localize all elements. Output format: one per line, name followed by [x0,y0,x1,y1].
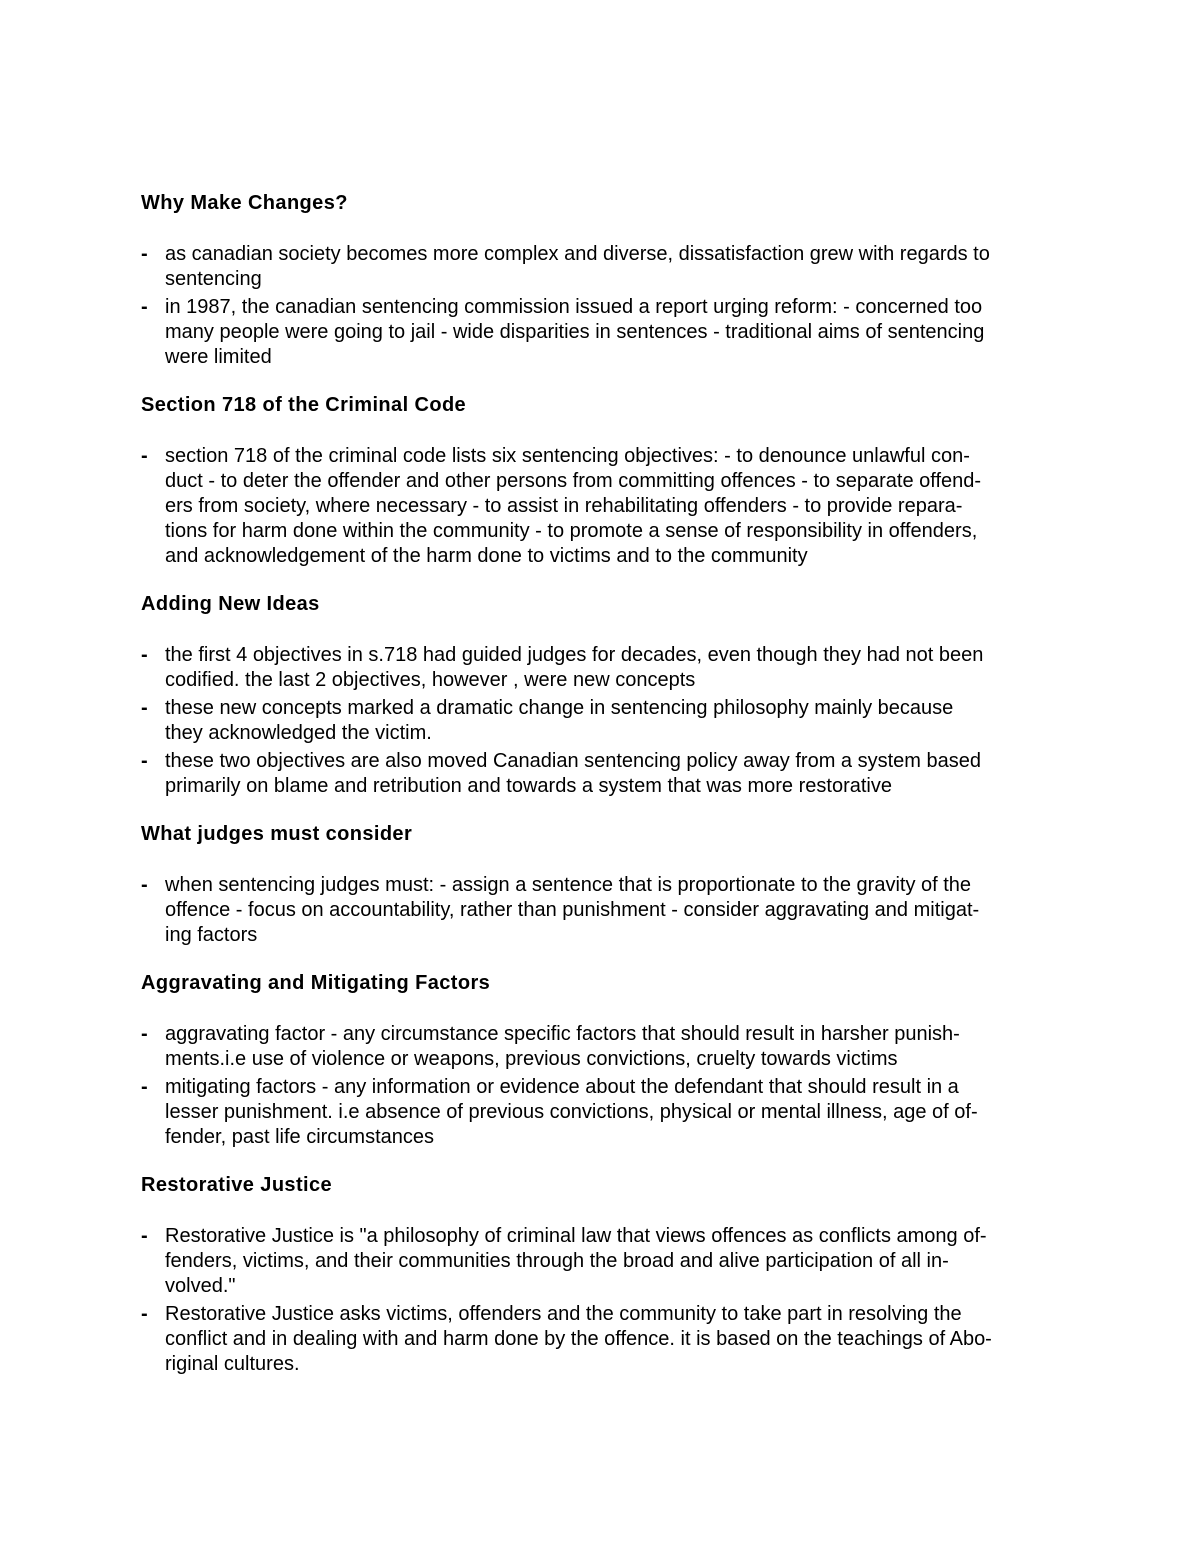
dash-bullet-icon: - [141,874,148,896]
list-item [141,242,1061,292]
document-page [141,191,1061,1400]
bullet-line: these new concepts marked a dramatic change in sentencing philosophy mainly because [165,697,954,719]
bullet-line: fenders, victims, and their communities through the broad and alive participation of all in- [165,1250,949,1272]
bullet-line: codified. the last 2 objectives, however , were new concepts [165,669,696,691]
list-item [141,749,1061,799]
dash-bullet-icon: - [141,1225,148,1247]
section-adding-new-ideas [141,592,1061,799]
section-restorative-justice [141,1173,1061,1377]
list-item [141,1022,1061,1072]
bullet-list [141,1022,1061,1150]
bullet-line: primarily on blame and retribution and towards a system that was more restorative [165,775,892,797]
bullet-line: tions for harm done within the community - to promote a sense of responsibility in offenders, [165,520,978,542]
section-heading: Restorative Justice [141,1174,333,1196]
dash-bullet-icon: - [141,697,148,719]
bullet-list [141,643,1061,799]
list-item [141,1302,1061,1377]
dash-bullet-icon: - [141,750,148,772]
bullet-line: as canadian society becomes more complex and diverse, dissatisfaction grew with regards to [165,243,990,265]
bullet-line: duct - to deter the offender and other persons from committing offences - to separate offend- [165,470,982,492]
bullet-line: in 1987, the canadian sentencing commission issued a report urging reform: - concerned too [165,296,983,318]
dash-bullet-icon: - [141,445,148,467]
bullet-line: aggravating factor - any circumstance specific factors that should result in harsher punish- [165,1023,960,1045]
section-heading: Aggravating and Mitigating Factors [141,972,491,994]
bullet-line: ing factors [165,924,258,946]
bullet-line: when sentencing judges must: - assign a sentence that is proportionate to the gravity of the [165,874,972,896]
bullet-list [141,242,1061,370]
bullet-line: many people were going to jail - wide disparities in sentences - traditional aims of sentencing [165,321,985,343]
bullet-line: sentencing [165,268,262,290]
bullet-line: lesser punishment. i.e absence of previous convictions, physical or mental illness, age of of- [165,1101,978,1123]
bullet-list [141,1224,1061,1377]
bullet-line: section 718 of the criminal code lists six sentencing objectives: - to denounce unlawful con- [165,445,970,467]
bullet-line: Restorative Justice is "a philosophy of criminal law that views offences as conflicts among of- [165,1225,987,1247]
list-item [141,1075,1061,1150]
bullet-line: ers from society, where necessary - to assist in rehabilitating offenders - to provide repara- [165,495,963,517]
section-aggravating-mitigating-factors [141,971,1061,1150]
bullet-line: offence - focus on accountability, rather than punishment - consider aggravating and mitigat- [165,899,980,921]
bullet-line: riginal cultures. [165,1353,300,1375]
section-718-criminal-code [141,393,1061,569]
bullet-line: fender, past life circumstances [165,1126,435,1148]
section-heading: Adding New Ideas [141,593,320,615]
list-item [141,643,1061,693]
dash-bullet-icon: - [141,1076,148,1098]
dash-bullet-icon: - [141,243,148,265]
bullet-line: Restorative Justice asks victims, offenders and the community to take part in resolving the [165,1303,962,1325]
bullet-list [141,444,1061,569]
list-item [141,873,1061,948]
dash-bullet-icon: - [141,644,148,666]
list-item [141,295,1061,370]
dash-bullet-icon: - [141,1303,148,1325]
bullet-list [141,873,1061,948]
bullet-line: and acknowledgement of the harm done to victims and to the community [165,545,808,567]
bullet-line: volved." [165,1275,236,1297]
bullet-line: mitigating factors - any information or evidence about the defendant that should result in a [165,1076,959,1098]
section-heading: Section 718 of the Criminal Code [141,394,467,416]
section-heading: What judges must consider [141,823,413,845]
list-item [141,444,1061,569]
dash-bullet-icon: - [141,296,148,318]
section-heading: Why Make Changes? [141,192,348,214]
bullet-line: were limited [165,346,272,368]
list-item [141,696,1061,746]
bullet-line: these two objectives are also moved Canadian sentencing policy away from a system based [165,750,981,772]
section-why-make-changes [141,191,1061,370]
bullet-line: conflict and in dealing with and harm done by the offence. it is based on the teachings of Abo- [165,1328,992,1350]
section-what-judges-must-consider [141,822,1061,948]
bullet-line: ments.i.e use of violence or weapons, previous convictions, cruelty towards victims [165,1048,898,1070]
bullet-line: the first 4 objectives in s.718 had guided judges for decades, even though they had not been [165,644,984,666]
bullet-line: they acknowledged the victim. [165,722,432,744]
dash-bullet-icon: - [141,1023,148,1045]
list-item [141,1224,1061,1299]
